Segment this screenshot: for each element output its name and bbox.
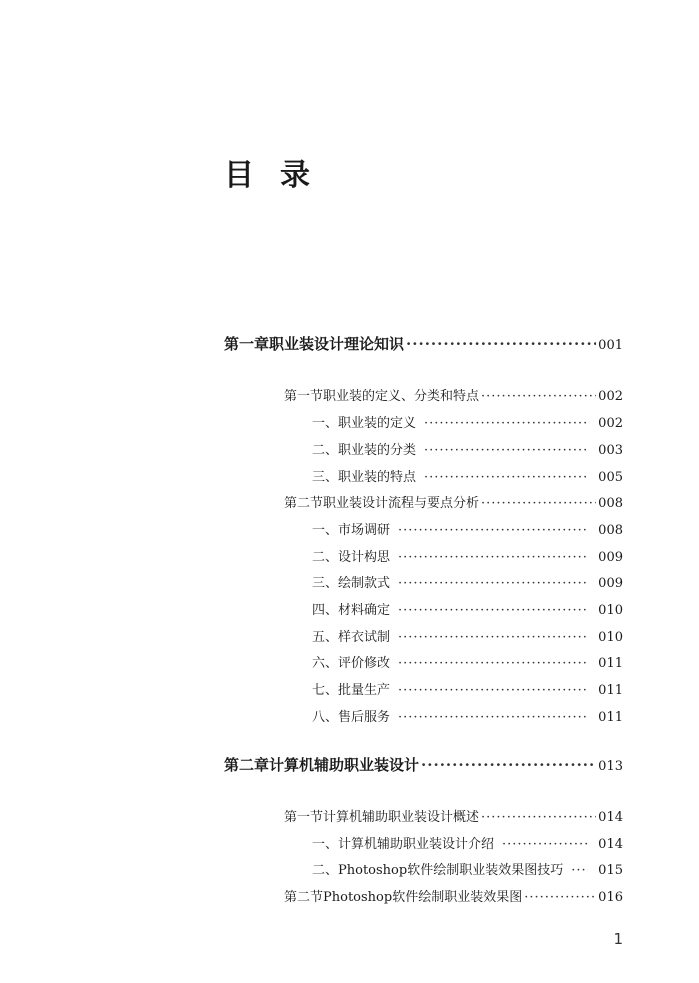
item-title: 五、样衣试制 (312, 630, 391, 645)
toc-item[interactable] (312, 546, 623, 565)
item-title: 二、Photoshop软件绘制职业装效果图技巧 (312, 863, 564, 878)
page-number: 002 (598, 389, 623, 404)
item-title: 七、批量生产 (312, 683, 391, 698)
page-number: 005 (598, 470, 623, 485)
toc-section-2-2[interactable] (284, 886, 623, 905)
page-number: 011 (598, 710, 623, 725)
page-number: 010 (598, 630, 623, 645)
page-number: 014 (598, 837, 623, 852)
section-title: 计算机辅助职业装设计概述 (323, 810, 480, 825)
item-title: 八、售后服务 (312, 710, 391, 725)
leader-dots (421, 756, 596, 774)
section-title: 职业装设计流程与要点分析 (323, 496, 480, 511)
toc-section-2-1[interactable] (284, 806, 623, 825)
section-number: 第一节 (284, 389, 324, 404)
page-number: 013 (598, 759, 623, 774)
leader-dots (424, 443, 588, 458)
item-title: 四、材料确定 (312, 603, 391, 618)
item-title: 一、市场调研 (312, 523, 391, 538)
page-number: 011 (598, 683, 623, 698)
leader-dots (571, 863, 588, 878)
section-number: 第一节 (284, 810, 324, 825)
leader-dots (398, 550, 588, 565)
leader-dots (481, 496, 596, 511)
toc-item[interactable] (312, 859, 623, 878)
toc-item[interactable] (312, 439, 623, 458)
leader-dots (406, 335, 596, 353)
page-number: 002 (598, 416, 623, 431)
toc-item[interactable] (312, 679, 623, 698)
page-title-left: 目 (224, 158, 254, 193)
leader-dots (481, 810, 596, 825)
toc-item[interactable] (312, 652, 623, 671)
page-number: 009 (598, 550, 623, 565)
page-number: 016 (598, 890, 623, 905)
item-title: 三、绘制款式 (312, 576, 391, 591)
leader-dots (398, 523, 588, 538)
toc-item[interactable] (312, 519, 623, 538)
toc-item[interactable] (312, 599, 623, 618)
item-title: 三、职业装的特点 (312, 470, 417, 485)
page-number: 014 (598, 810, 623, 825)
page-number: 001 (598, 338, 623, 353)
page-number: 009 (598, 576, 623, 591)
toc-item[interactable] (312, 833, 623, 852)
item-title: 二、职业装的分类 (312, 443, 417, 458)
chapter-number: 第一章 (224, 335, 270, 353)
toc-section-1-2[interactable] (284, 492, 623, 511)
item-title: 一、职业装的定义 (312, 416, 417, 431)
item-title: 六、评价修改 (312, 656, 391, 671)
page-title-right: 录 (280, 158, 310, 193)
leader-dots (398, 630, 588, 645)
leader-dots (424, 416, 588, 431)
section-title: Photoshop软件绘制职业装效果图 (323, 890, 523, 905)
section-number: 第二节 (284, 890, 324, 905)
leader-dots (481, 389, 596, 404)
leader-dots (524, 890, 596, 905)
page-folio: 1 (613, 930, 623, 948)
leader-dots (398, 656, 588, 671)
chapter-number: 第二章 (224, 756, 270, 774)
toc-item[interactable] (312, 706, 623, 725)
toc-item[interactable] (312, 572, 623, 591)
leader-dots (424, 470, 588, 485)
leader-dots (502, 837, 588, 852)
item-title: 一、计算机辅助职业装设计介绍 (312, 837, 495, 852)
section-title: 职业装的定义、分类和特点 (323, 389, 480, 404)
page-number: 011 (598, 656, 623, 671)
chapter-title: 计算机辅助职业装设计 (269, 756, 420, 774)
toc-section-1-1[interactable] (284, 385, 623, 404)
leader-dots (398, 576, 588, 591)
leader-dots (398, 683, 588, 698)
page-number: 003 (598, 443, 623, 458)
page-number: 015 (598, 863, 623, 878)
item-title: 二、设计构思 (312, 550, 391, 565)
section-number: 第二节 (284, 496, 324, 511)
page-number: 008 (598, 523, 623, 538)
leader-dots (398, 603, 588, 618)
page-number: 010 (598, 603, 623, 618)
leader-dots (398, 710, 588, 725)
page-number: 008 (598, 496, 623, 511)
toc-chapter-1[interactable] (224, 333, 623, 354)
toc-item[interactable] (312, 412, 623, 431)
toc-item[interactable] (312, 466, 623, 485)
chapter-title: 职业装设计理论知识 (269, 335, 405, 353)
toc-item[interactable] (312, 626, 623, 645)
toc-chapter-2[interactable] (224, 754, 623, 775)
